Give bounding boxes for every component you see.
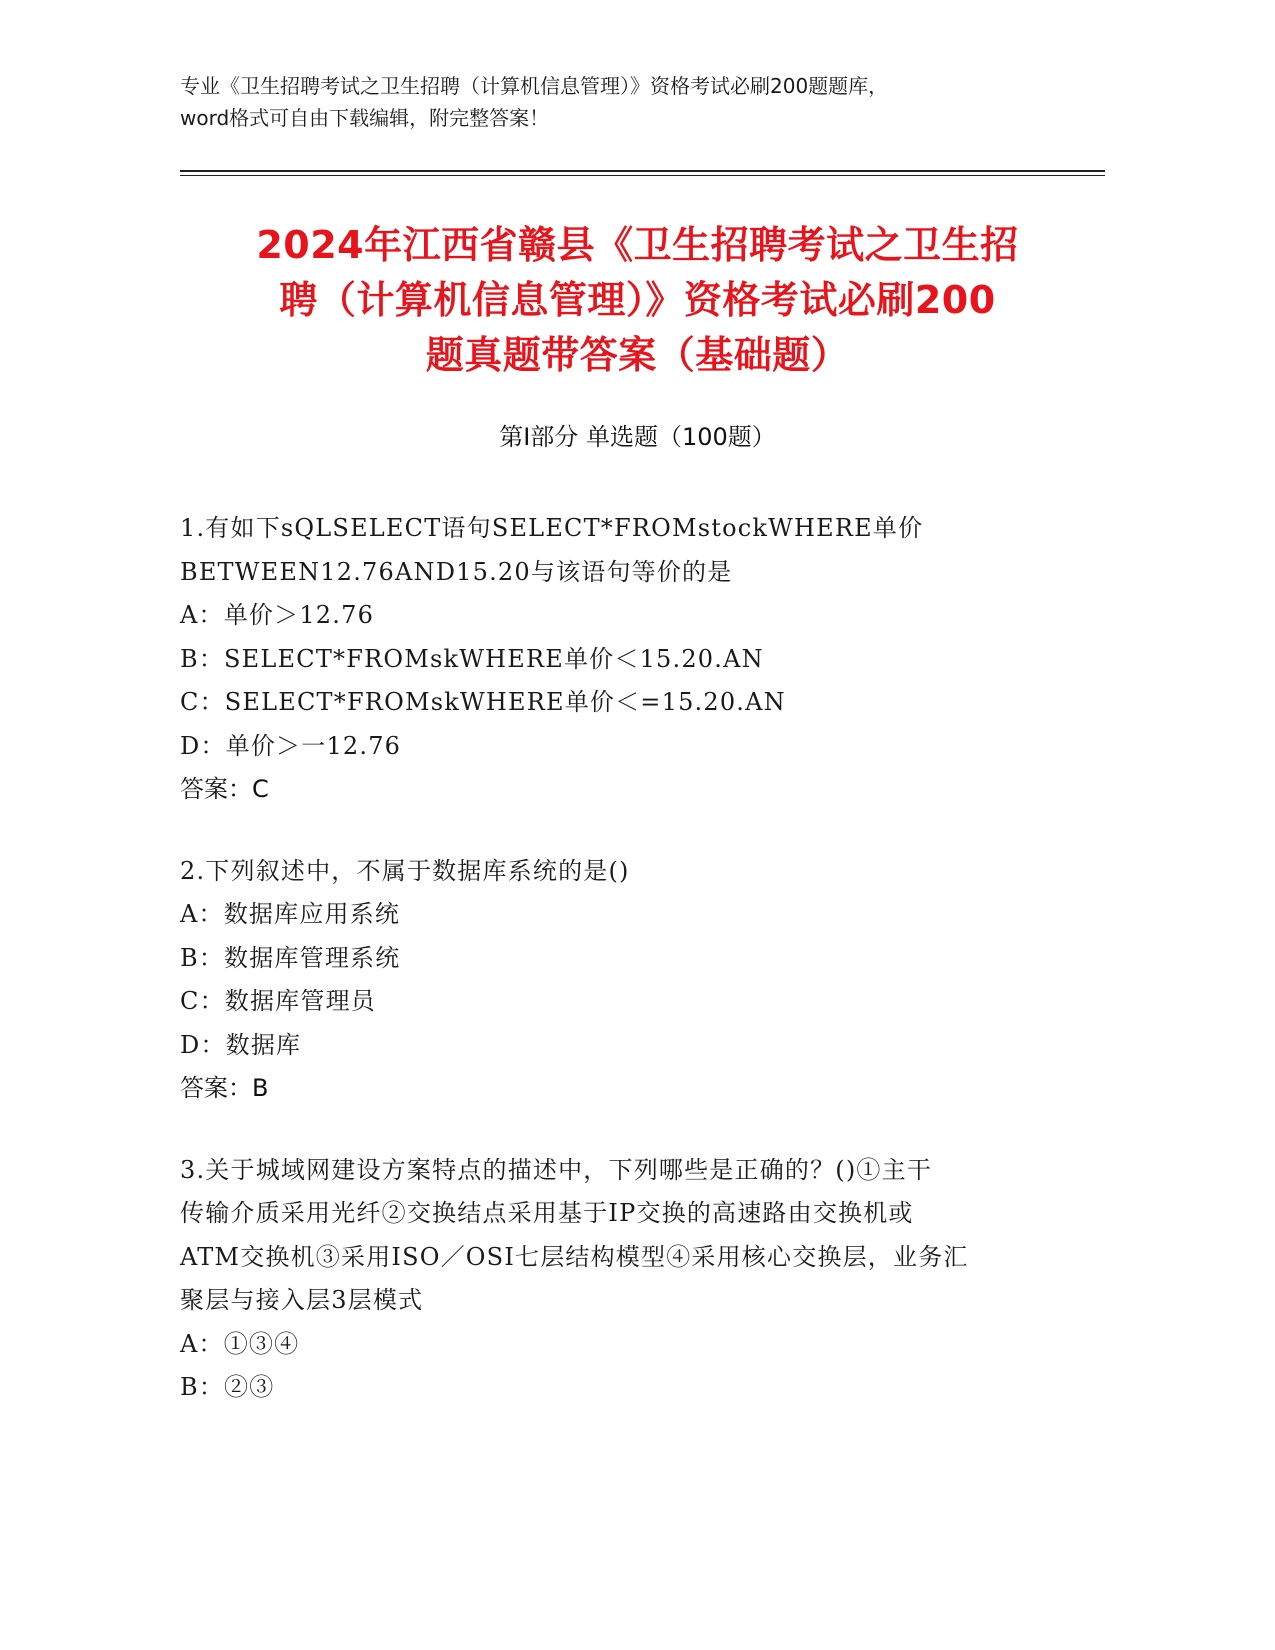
document-title-line-3: 题真题带答案（基础题） (425, 333, 850, 377)
option-b: B：数据库管理系统 (180, 943, 401, 972)
answer-line: 答案：B (180, 1074, 269, 1102)
question-2 (180, 850, 1060, 1111)
header-note (180, 70, 1100, 134)
header-note-line-1: 专业《卫生招聘考试之卫生招聘（计算机信息管理）》资格考试必刷200题题库， (180, 74, 889, 98)
document-title-line-1: 2024年江西省赣县《卫生招聘考试之卫生招 (256, 223, 1019, 267)
document-title (150, 218, 1125, 383)
header-divider-thin (180, 175, 1105, 176)
section-heading: 第Ⅰ部分 单选题（100题） (499, 423, 776, 451)
header-note-line-2: word格式可自由下载编辑，附完整答案！ (180, 106, 550, 130)
option-a: A：单价＞12.76 (180, 601, 375, 629)
answer-line: 答案：C (180, 775, 269, 803)
option-c: C：数据库管理员 (180, 987, 376, 1015)
question-stem-line: ATM交换机③采用ISO／OSI七层结构模型④采用核心交换层，业务汇 (180, 1242, 969, 1271)
option-b: B：SELECT*FROMskWHERE单价＜15.20.AN (180, 644, 764, 673)
question-stem-line: 3.关于城域网建设方案特点的描述中，下列哪些是正确的？()①主干 (180, 1155, 933, 1184)
question-3 (180, 1149, 1060, 1410)
document-title-line-2: 聘（计算机信息管理）》资格考试必刷200 (279, 278, 996, 322)
option-b: B：②③ (180, 1373, 275, 1401)
question-stem-line: 聚层与接入层3层模式 (180, 1286, 424, 1314)
option-a: A：①③④ (180, 1329, 300, 1358)
option-d: D：数据库 (180, 1030, 302, 1059)
question-1 (180, 507, 1060, 812)
question-stem-line: 1.有如下sQLSELECT语句SELECT*FROMstockWHERE单价 (180, 514, 924, 542)
question-stem-line: 传输介质采用光纤②交换结点采用基于IP交换的高速路由交换机或 (180, 1199, 914, 1227)
option-d: D：单价＞一12.76 (180, 731, 402, 760)
option-a: A：数据库应用系统 (180, 900, 401, 928)
question-stem-line: 2.下列叙述中，不属于数据库系统的是() (180, 856, 630, 885)
question-stem-line: BETWEEN12.76AND15.20与该语句等价的是 (180, 557, 733, 586)
header-divider-thick (180, 170, 1105, 172)
option-c: C：SELECT*FROMskWHERE单价＜=15.20.AN (180, 688, 786, 716)
question-list (180, 507, 1060, 1448)
